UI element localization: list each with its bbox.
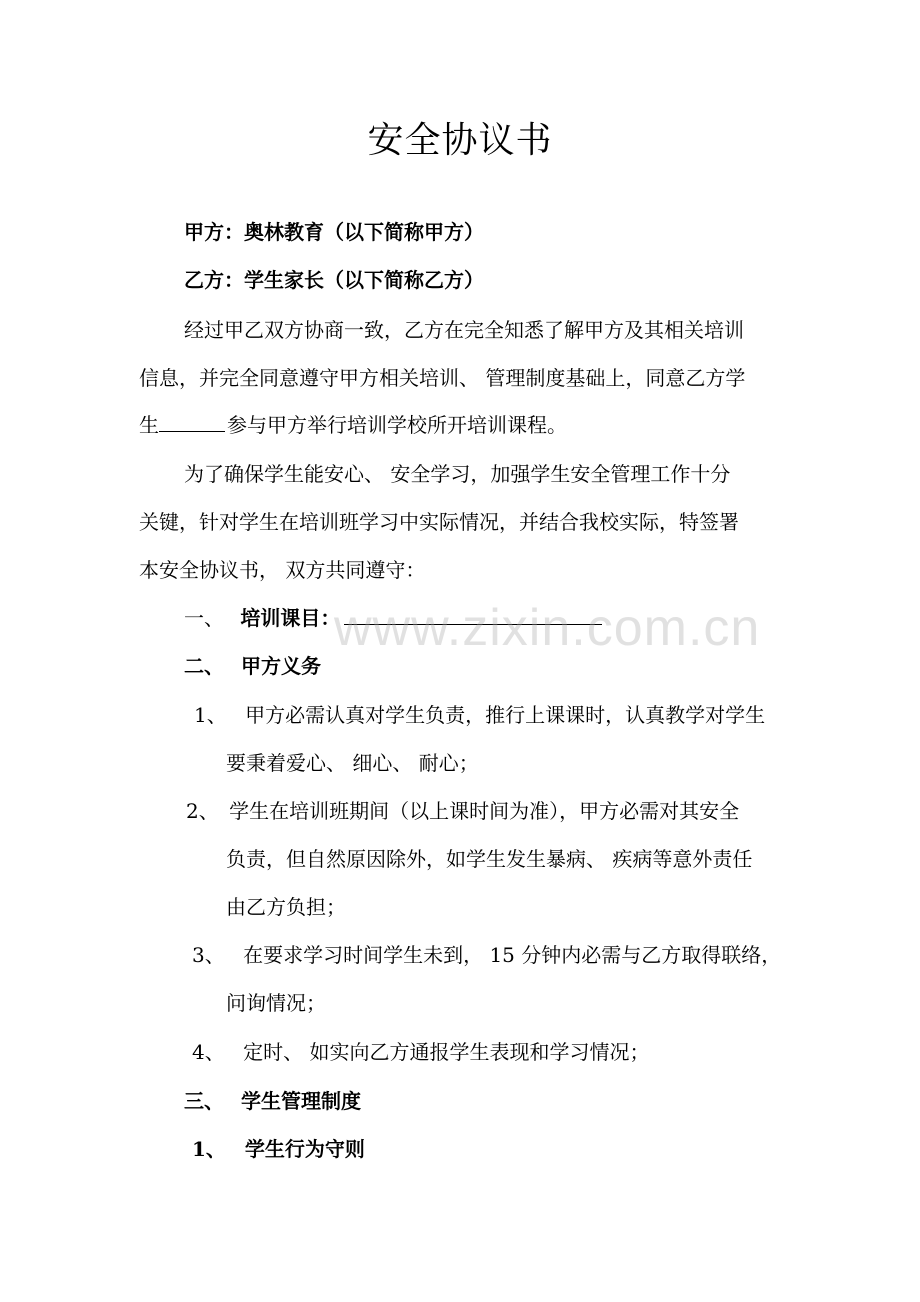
item-2-line-1 — [186, 797, 739, 825]
item-2-line-3: 由乙方负担； — [226, 895, 346, 919]
item-1-number: 1、 — [194, 703, 227, 727]
student-name-blank[interactable] — [159, 411, 225, 432]
party-a: 甲方：奥林教育（以下简称甲方） — [184, 220, 484, 244]
section-2-heading: 甲方义务 — [240, 654, 321, 678]
item-3-line-1 — [192, 941, 781, 969]
item-4-line-1 — [192, 1038, 649, 1066]
item-2-number: 2、 — [186, 799, 219, 823]
site-watermark: www.zixin.com.cn — [334, 599, 761, 657]
section-1-number: 一、 — [184, 606, 224, 630]
item-3-line-2: 问询情况； — [226, 991, 326, 1015]
item-1-text: 甲方必需认真对学生负责，推行上课课时，认真教学对学生 — [245, 703, 766, 727]
section-1-label: 培训课目： — [240, 606, 341, 630]
item-2-line-2: 负责，但自然原因除外，如学生发生暴病、 疾病等意外责任 — [226, 847, 753, 871]
intro-line-1: 经过甲乙双方协商一致，乙方在完全知悉了解甲方及其相关培训 — [184, 318, 744, 342]
course-blank[interactable] — [344, 604, 602, 625]
section-3-sub-1-number: 1、 — [192, 1137, 226, 1161]
intro-line-3 — [139, 411, 567, 439]
section-3-sub-1-heading: 学生行为守则 — [244, 1137, 365, 1161]
item-2-text: 学生在培训班期间（以上课时间为准），甲方必需对其安全 — [229, 799, 740, 823]
section-2-heading-row — [184, 652, 321, 680]
item-4-number: 4、 — [192, 1040, 225, 1064]
section-3-heading: 学生管理制度 — [240, 1089, 361, 1113]
section-2-number: 二、 — [184, 654, 224, 678]
purpose-line-1: 为了确保学生能安心、 安全学习，加强学生安全管理工作十分 — [184, 462, 731, 486]
intro-line-3-suffix: 参与甲方举行培训学校所开培训课程。 — [227, 413, 567, 437]
section-1 — [184, 604, 602, 632]
item-1-line-1 — [194, 701, 765, 729]
purpose-line-3: 本安全协议书， 双方共同遵守： — [139, 558, 426, 582]
party-b: 乙方：学生家长（以下简称乙方） — [184, 268, 484, 292]
intro-line-3-prefix: 生 — [139, 413, 159, 437]
section-3-number: 三、 — [184, 1089, 224, 1113]
item-3-number: 3、 — [192, 943, 225, 967]
item-4-text: 定时、 如实向乙方通报学生表现和学习情况； — [243, 1040, 650, 1064]
section-3-sub-1 — [192, 1135, 365, 1163]
section-3-heading-row — [184, 1087, 361, 1115]
item-3-text: 在要求学习时间学生未到， 15 分钟内必需与乙方取得联络， — [243, 943, 782, 967]
document-title: 安全协议书 — [367, 120, 553, 161]
intro-line-2: 信息，并完全同意遵守甲方相关培训、 管理制度基础上，同意乙方学 — [139, 366, 746, 390]
item-1-line-2: 要秉着爱心、 细心、 耐心； — [226, 751, 479, 775]
purpose-line-2: 关键，针对学生在培训班学习中实际情况，并结合我校实际，特签署 — [139, 510, 739, 534]
